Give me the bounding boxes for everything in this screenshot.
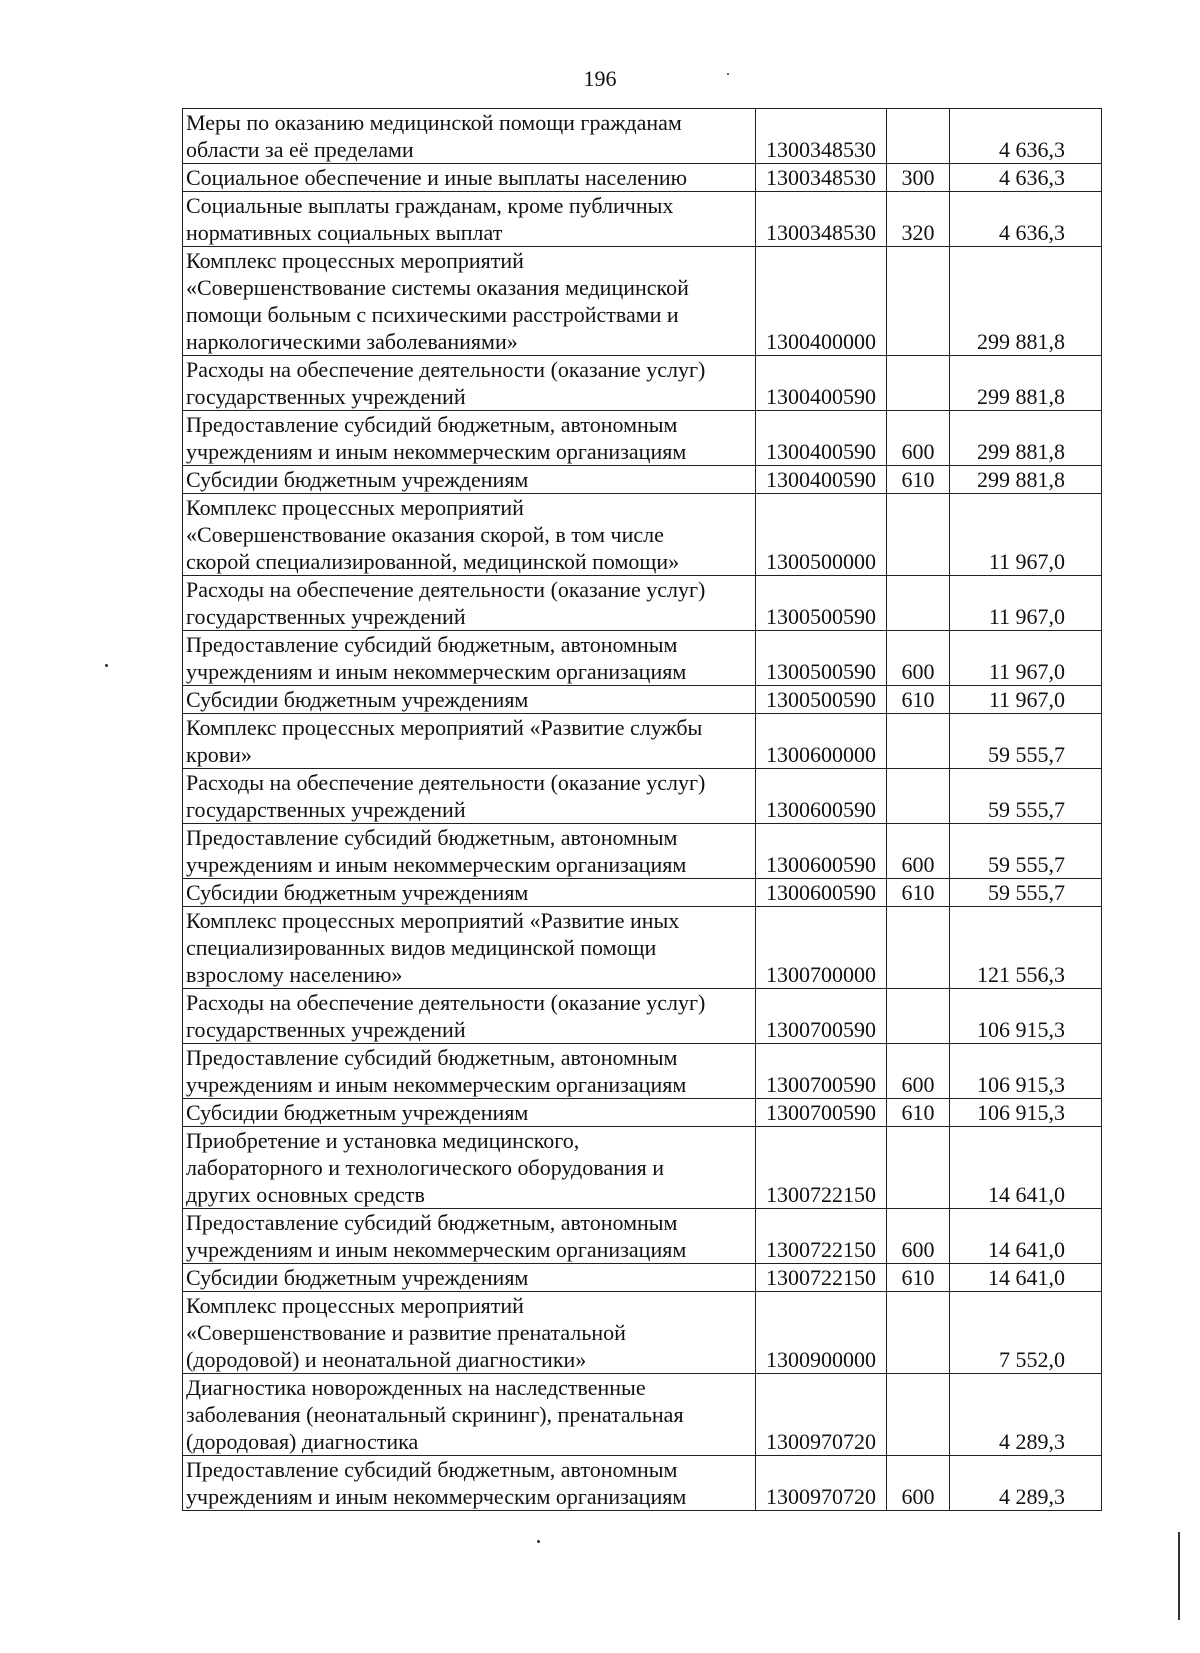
expense-type-cell bbox=[887, 247, 950, 356]
amount-cell: 121 556,3 bbox=[950, 907, 1102, 989]
expense-name-line: государственных учреждений bbox=[186, 1017, 466, 1042]
table-row bbox=[183, 192, 1102, 247]
expense-name-cell bbox=[183, 1099, 756, 1127]
expense-name-line: Комплекс процессных мероприятий «Развитие иных bbox=[186, 908, 680, 933]
expense-name-line: скорой специализированной, медицинской помощи» bbox=[186, 549, 680, 574]
expense-name-line: Комплекс процессных мероприятий bbox=[186, 1293, 524, 1318]
table-row bbox=[183, 1456, 1102, 1511]
expense-type-cell: 610 bbox=[887, 1099, 950, 1127]
expense-type-cell: 610 bbox=[887, 686, 950, 714]
target-code-cell: 1300700590 bbox=[756, 1044, 887, 1099]
expense-name-cell bbox=[183, 494, 756, 576]
expense-name-line: нормативных социальных выплат bbox=[186, 220, 503, 245]
expense-name-line: Социальные выплаты гражданам, кроме публичных bbox=[186, 193, 674, 218]
target-code-cell: 1300500590 bbox=[756, 686, 887, 714]
amount-cell: 106 915,3 bbox=[950, 1044, 1102, 1099]
amount-cell: 11 967,0 bbox=[950, 631, 1102, 686]
table-row bbox=[183, 1264, 1102, 1292]
scan-dot-left bbox=[105, 664, 108, 667]
expense-type-cell: 610 bbox=[887, 466, 950, 494]
target-code-cell: 1300348530 bbox=[756, 109, 887, 164]
target-code-cell: 1300500590 bbox=[756, 576, 887, 631]
expense-name-cell bbox=[183, 631, 756, 686]
amount-cell: 11 967,0 bbox=[950, 494, 1102, 576]
expense-name-line: государственных учреждений bbox=[186, 384, 466, 409]
expense-name-cell bbox=[183, 576, 756, 631]
target-code-cell: 1300600590 bbox=[756, 879, 887, 907]
expense-type-cell bbox=[887, 356, 950, 411]
budget-table-body bbox=[183, 109, 1102, 1511]
expense-name-cell bbox=[183, 1374, 756, 1456]
expense-name-line: Расходы на обеспечение деятельности (оказание услуг) bbox=[186, 990, 706, 1015]
expense-name-line: учреждениям и иным некоммерческим организациям bbox=[186, 659, 687, 684]
table-row bbox=[183, 356, 1102, 411]
target-code-cell: 1300722150 bbox=[756, 1127, 887, 1209]
expense-name-cell bbox=[183, 907, 756, 989]
expense-name-line: Комплекс процессных мероприятий bbox=[186, 248, 524, 273]
amount-cell: 299 881,8 bbox=[950, 466, 1102, 494]
expense-type-cell bbox=[887, 576, 950, 631]
amount-cell: 299 881,8 bbox=[950, 356, 1102, 411]
expense-name-cell bbox=[183, 1127, 756, 1209]
amount-cell: 4 289,3 bbox=[950, 1456, 1102, 1511]
amount-cell: 4 289,3 bbox=[950, 1374, 1102, 1456]
expense-name-line: Расходы на обеспечение деятельности (оказание услуг) bbox=[186, 577, 706, 602]
table-row bbox=[183, 824, 1102, 879]
table-row bbox=[183, 109, 1102, 164]
expense-name-line: Расходы на обеспечение деятельности (оказание услуг) bbox=[186, 770, 706, 795]
table-row bbox=[183, 769, 1102, 824]
expense-name-line: Социальное обеспечение и иные выплаты населению bbox=[186, 165, 688, 190]
expense-name-line: Субсидии бюджетным учреждениям bbox=[186, 880, 529, 905]
table-row bbox=[183, 1127, 1102, 1209]
table-row bbox=[183, 1374, 1102, 1456]
expense-type-cell bbox=[887, 1292, 950, 1374]
target-code-cell: 1300700000 bbox=[756, 907, 887, 989]
expense-name-cell bbox=[183, 247, 756, 356]
target-code-cell: 1300970720 bbox=[756, 1374, 887, 1456]
expense-name-line: (дородовой) и неонатальной диагностики» bbox=[186, 1347, 587, 1372]
expense-type-cell bbox=[887, 494, 950, 576]
expense-name-cell bbox=[183, 356, 756, 411]
expense-name-line: Субсидии бюджетным учреждениям bbox=[186, 1100, 529, 1125]
budget-table bbox=[182, 108, 1102, 1511]
expense-name-line: Предоставление субсидий бюджетным, автономным bbox=[186, 1045, 678, 1070]
expense-name-cell bbox=[183, 824, 756, 879]
amount-cell: 106 915,3 bbox=[950, 989, 1102, 1044]
expense-name-cell bbox=[183, 192, 756, 247]
expense-name-cell bbox=[183, 411, 756, 466]
expense-name-line: специализированных видов медицинской помощи bbox=[186, 935, 657, 960]
table-row bbox=[183, 907, 1102, 989]
target-code-cell: 1300700590 bbox=[756, 1099, 887, 1127]
expense-name-line: крови» bbox=[186, 742, 252, 767]
expense-type-cell: 600 bbox=[887, 411, 950, 466]
expense-type-cell bbox=[887, 1374, 950, 1456]
target-code-cell: 1300500000 bbox=[756, 494, 887, 576]
expense-name-line: Предоставление субсидий бюджетным, автономным bbox=[186, 825, 678, 850]
expense-name-cell bbox=[183, 714, 756, 769]
target-code-cell: 1300722150 bbox=[756, 1264, 887, 1292]
target-code-cell: 1300700590 bbox=[756, 989, 887, 1044]
expense-name-cell bbox=[183, 769, 756, 824]
expense-name-line: других основных средств bbox=[186, 1182, 425, 1207]
amount-cell: 299 881,8 bbox=[950, 411, 1102, 466]
expense-name-line: области за её пределами bbox=[186, 137, 414, 162]
expense-type-cell: 600 bbox=[887, 1044, 950, 1099]
expense-name-cell bbox=[183, 989, 756, 1044]
expense-name-cell bbox=[183, 879, 756, 907]
expense-name-line: учреждениям и иным некоммерческим организациям bbox=[186, 1484, 687, 1509]
expense-name-cell bbox=[183, 109, 756, 164]
table-row bbox=[183, 247, 1102, 356]
expense-type-cell: 600 bbox=[887, 1456, 950, 1511]
amount-cell: 11 967,0 bbox=[950, 576, 1102, 631]
expense-name-line: заболевания (неонатальный скрининг), пренатальная bbox=[186, 1402, 684, 1427]
expense-name-cell bbox=[183, 1264, 756, 1292]
amount-cell: 14 641,0 bbox=[950, 1264, 1102, 1292]
amount-cell: 14 641,0 bbox=[950, 1127, 1102, 1209]
target-code-cell: 1300600590 bbox=[756, 769, 887, 824]
expense-name-cell bbox=[183, 466, 756, 494]
amount-cell: 59 555,7 bbox=[950, 824, 1102, 879]
expense-name-line: Комплекс процессных мероприятий bbox=[186, 495, 524, 520]
amount-cell: 59 555,7 bbox=[950, 879, 1102, 907]
expense-name-line: учреждениям и иным некоммерческим организациям bbox=[186, 1072, 687, 1097]
expense-name-line: «Совершенствование оказания скорой, в том числе bbox=[186, 522, 664, 547]
expense-name-cell bbox=[183, 686, 756, 714]
table-row bbox=[183, 686, 1102, 714]
expense-type-cell bbox=[887, 1127, 950, 1209]
amount-cell: 4 636,3 bbox=[950, 192, 1102, 247]
expense-name-cell bbox=[183, 164, 756, 192]
amount-cell: 7 552,0 bbox=[950, 1292, 1102, 1374]
expense-name-line: Предоставление субсидий бюджетным, автономным bbox=[186, 632, 678, 657]
expense-name-cell bbox=[183, 1209, 756, 1264]
expense-name-line: учреждениям и иным некоммерческим организациям bbox=[186, 439, 687, 464]
expense-name-line: государственных учреждений bbox=[186, 797, 466, 822]
table-row bbox=[183, 714, 1102, 769]
table-row bbox=[183, 1292, 1102, 1374]
expense-type-cell: 600 bbox=[887, 631, 950, 686]
expense-name-line: государственных учреждений bbox=[186, 604, 466, 629]
target-code-cell: 1300600590 bbox=[756, 824, 887, 879]
target-code-cell: 1300600000 bbox=[756, 714, 887, 769]
expense-name-cell bbox=[183, 1292, 756, 1374]
expense-type-cell: 610 bbox=[887, 879, 950, 907]
expense-name-line: Предоставление субсидий бюджетным, автономным bbox=[186, 412, 678, 437]
expense-name-line: Субсидии бюджетным учреждениям bbox=[186, 687, 529, 712]
expense-name-line: учреждениям и иным некоммерческим организациям bbox=[186, 852, 687, 877]
budget-table-container bbox=[182, 108, 1101, 1511]
expense-name-line: Диагностика новорожденных на наследственные bbox=[186, 1375, 646, 1400]
target-code-cell: 1300348530 bbox=[756, 192, 887, 247]
page-number: 196 bbox=[583, 66, 617, 91]
table-row bbox=[183, 164, 1102, 192]
target-code-cell: 1300970720 bbox=[756, 1456, 887, 1511]
table-row bbox=[183, 1099, 1102, 1127]
expense-name-line: помощи больным с психическими расстройствами и bbox=[186, 302, 679, 327]
expense-name-line: «Совершенствование и развитие пренатальной bbox=[186, 1320, 626, 1345]
target-code-cell: 1300400000 bbox=[756, 247, 887, 356]
expense-name-line: взрослому населению» bbox=[186, 962, 403, 987]
table-row bbox=[183, 411, 1102, 466]
expense-type-cell: 300 bbox=[887, 164, 950, 192]
expense-name-line: лабораторного и технологического оборудования и bbox=[186, 1155, 665, 1180]
target-code-cell: 1300400590 bbox=[756, 356, 887, 411]
amount-cell: 14 641,0 bbox=[950, 1209, 1102, 1264]
expense-type-cell bbox=[887, 109, 950, 164]
scan-dot-bottom bbox=[537, 1540, 540, 1543]
table-row bbox=[183, 879, 1102, 907]
expense-type-cell bbox=[887, 989, 950, 1044]
expense-name-line: Предоставление субсидий бюджетным, автономным bbox=[186, 1210, 678, 1235]
expense-name-line: наркологическими заболеваниями» bbox=[186, 329, 518, 354]
scan-mark-right bbox=[1178, 1532, 1180, 1620]
target-code-cell: 1300900000 bbox=[756, 1292, 887, 1374]
expense-name-line: Предоставление субсидий бюджетным, автономным bbox=[186, 1457, 678, 1482]
expense-type-cell bbox=[887, 714, 950, 769]
expense-type-cell: 610 bbox=[887, 1264, 950, 1292]
target-code-cell: 1300500590 bbox=[756, 631, 887, 686]
expense-name-line: Комплекс процессных мероприятий «Развитие службы bbox=[186, 715, 703, 740]
target-code-cell: 1300400590 bbox=[756, 411, 887, 466]
target-code-cell: 1300722150 bbox=[756, 1209, 887, 1264]
expense-name-line: Расходы на обеспечение деятельности (оказание услуг) bbox=[186, 357, 706, 382]
table-row bbox=[183, 631, 1102, 686]
expense-type-cell: 600 bbox=[887, 824, 950, 879]
expense-name-line: учреждениям и иным некоммерческим организациям bbox=[186, 1237, 687, 1262]
amount-cell: 299 881,8 bbox=[950, 247, 1102, 356]
expense-type-cell bbox=[887, 769, 950, 824]
amount-cell: 59 555,7 bbox=[950, 769, 1102, 824]
table-row bbox=[183, 1044, 1102, 1099]
amount-cell: 4 636,3 bbox=[950, 109, 1102, 164]
amount-cell: 4 636,3 bbox=[950, 164, 1102, 192]
expense-name-line: (дородовая) диагностика bbox=[186, 1429, 419, 1454]
expense-name-line: Меры по оказанию медицинской помощи гражданам bbox=[186, 110, 682, 135]
expense-type-cell: 320 bbox=[887, 192, 950, 247]
expense-name-line: Приобретение и установка медицинского, bbox=[186, 1128, 580, 1153]
amount-cell: 106 915,3 bbox=[950, 1099, 1102, 1127]
expense-name-line: Субсидии бюджетным учреждениям bbox=[186, 1265, 529, 1290]
scan-dot-top bbox=[727, 73, 729, 75]
expense-name-line: Субсидии бюджетным учреждениям bbox=[186, 467, 529, 492]
amount-cell: 11 967,0 bbox=[950, 686, 1102, 714]
table-row bbox=[183, 576, 1102, 631]
expense-type-cell: 600 bbox=[887, 1209, 950, 1264]
expense-type-cell bbox=[887, 907, 950, 989]
table-row bbox=[183, 989, 1102, 1044]
target-code-cell: 1300348530 bbox=[756, 164, 887, 192]
target-code-cell: 1300400590 bbox=[756, 466, 887, 494]
table-row bbox=[183, 1209, 1102, 1264]
table-row bbox=[183, 466, 1102, 494]
expense-name-cell bbox=[183, 1456, 756, 1511]
expense-name-cell bbox=[183, 1044, 756, 1099]
table-row bbox=[183, 494, 1102, 576]
expense-name-line: «Совершенствование системы оказания медицинской bbox=[186, 275, 689, 300]
amount-cell: 59 555,7 bbox=[950, 714, 1102, 769]
